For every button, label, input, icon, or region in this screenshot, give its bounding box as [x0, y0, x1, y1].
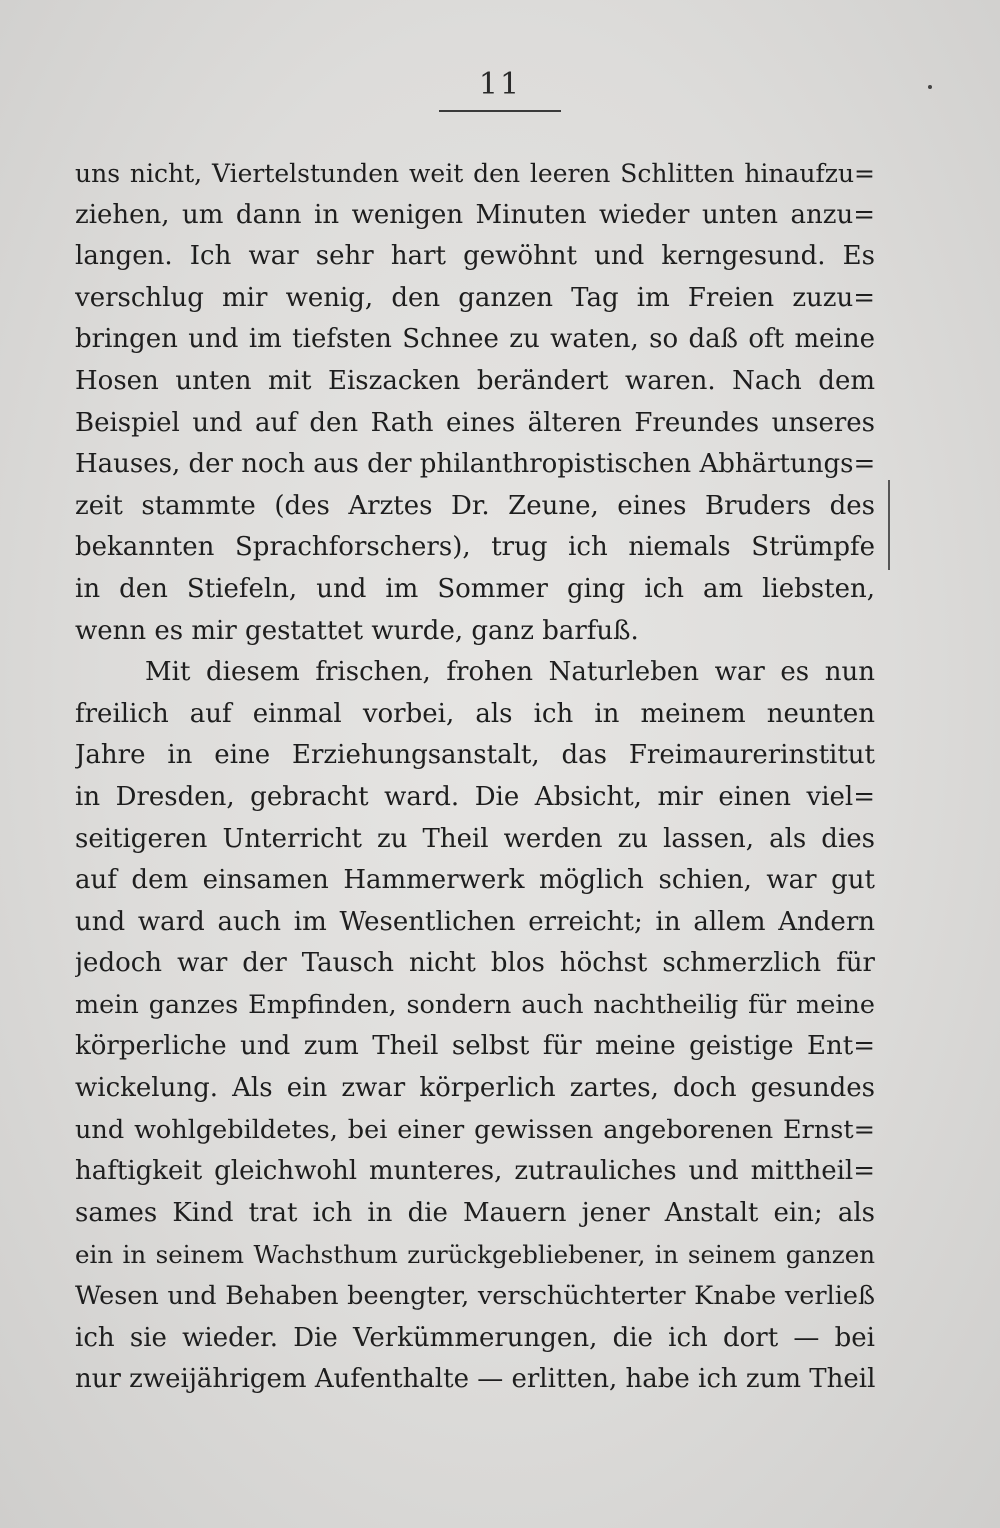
text-line: und ward auch im Wesentlichen erreicht; in allem Andern — [75, 906, 875, 937]
text-line: Jahre in eine Erziehungsanstalt, das Freimaurerinstitut — [75, 740, 875, 771]
text-line: ziehen, um dann in wenigen Minuten wieder unten anzu= — [75, 199, 875, 230]
text-line: langen. Ich war sehr hart gewöhnt und kerngesund. Es — [75, 241, 875, 272]
text-line: freilich auf einmal vorbei, als ich in meinem neunten — [75, 698, 875, 729]
text-line: verschlug mir wenig, den ganzen Tag im Freien zuzu= — [75, 282, 875, 313]
text-line: zeit stammte (des Arztes Dr. Zeune, eines Bruders des — [75, 490, 875, 521]
text-line: Hosen unten mit Eiszacken berändert waren. Nach dem — [75, 365, 875, 396]
text-line: wickelung. Als ein zwar körperlich zartes, doch gesundes — [75, 1073, 875, 1104]
text-line: jedoch war der Tausch nicht blos höchst schmerzlich für — [75, 948, 875, 979]
text-line: und wohlgebildetes, bei einer gewissen angeborenen Ernst= — [75, 1114, 875, 1145]
text-line: Beispiel und auf den Rath eines älteren Freundes unseres — [75, 407, 875, 438]
text-line: ich sie wieder. Die Verkümmerungen, die ich dort — bei — [75, 1322, 875, 1353]
text-line: seitigeren Unterricht zu Theil werden zu lassen, als dies — [75, 823, 875, 854]
text-line: in Dresden, gebracht ward. Die Absicht, mir einen viel= — [75, 781, 875, 812]
header-rule — [439, 110, 561, 112]
text-line: haftigkeit gleichwohl munteres, zutrauliches und mittheil= — [75, 1156, 875, 1187]
text-line: mein ganzes Empfinden, sondern auch nachtheilig für meine — [75, 989, 875, 1020]
text-line: Wesen und Behaben beengter, verschüchterter Knabe verließ — [75, 1281, 875, 1312]
paragraph-first-line: Mit diesem frischen, frohen Naturleben war es nun — [145, 657, 875, 688]
text-line: in den Stiefeln, und im Sommer ging ich am liebsten, — [75, 573, 875, 604]
ink-speck — [928, 85, 932, 89]
margin-pencil-mark — [888, 480, 890, 570]
text-line: ein in seinem Wachsthum zurückgebliebener, in seinem ganzen — [75, 1240, 875, 1270]
text-line: wenn es mir gestattet wurde, ganz barfuß. — [75, 615, 639, 646]
text-line: körperliche und zum Theil selbst für meine geistige Ent= — [75, 1031, 875, 1062]
page-header — [380, 67, 620, 112]
page-number: 11 — [478, 67, 522, 102]
text-line: sames Kind trat ich in die Mauern jener Anstalt ein; als — [75, 1197, 875, 1228]
text-line: uns nicht, Viertelstunden weit den leeren Schlitten hinaufzu= — [75, 159, 875, 188]
text-line: bringen und im tiefsten Schnee zu waten, so daß oft meine — [75, 324, 875, 355]
text-line: Hauses, der noch aus der philanthropistischen Abhärtungs= — [75, 449, 875, 480]
text-line: auf dem einsamen Hammerwerk möglich schien, war gut — [75, 865, 875, 896]
body-text — [75, 153, 875, 1401]
text-line: bekannten Sprachforschers), trug ich niemals Strümpfe — [75, 532, 875, 563]
text-line: nur zweijährigem Aufenthalte — erlitten, habe ich zum Theil — [75, 1364, 875, 1395]
